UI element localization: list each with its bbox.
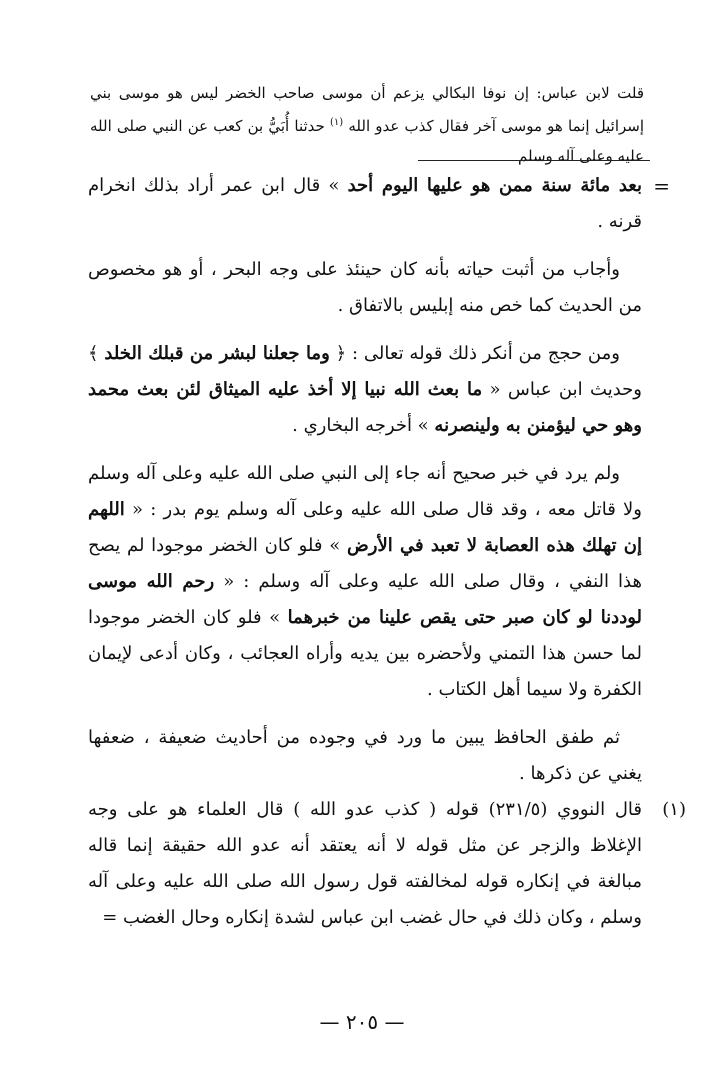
hadith-quote-3: اللهم إن تهلك هذه العصابة لا تعبد في الأرض — [88, 499, 642, 556]
paragraph-1 — [88, 168, 642, 240]
paragraph-3-end: » أخرجه البخاري . — [292, 415, 429, 436]
paragraph-3-intro: ومن حجج من أنكر ذلك قوله تعالى : ﴿ — [335, 343, 620, 364]
paragraph-5: ثم طفق الحافظ يبين ما ورد في وجوده من أحاديث ضعيفة ، ضعفها يغني عن ذكرها . — [88, 727, 642, 784]
main-text — [88, 168, 670, 792]
page-number: — ٢٠٥ — — [319, 1010, 405, 1034]
footnote-separator-rule — [418, 160, 650, 161]
top-footnote-continuation — [90, 78, 644, 171]
footnote-text: قال النووي (٢٣١/٥) قوله ( كذب عدو الله ) قال العلماء هو على وجه الإغلاظ والزجر عن مثل قوله لا أنه يعتقد أنه عدو الله حقيقة إنما قاله مبالغة في إنكاره قوله لمخالفته قول رسول الله صلى الله عليه وعلى آله وسلم ، وكان ذلك في حال غضب ابن عباس لشدة إنكاره وحال الغضب = — [88, 799, 642, 928]
paragraph-1-rest: » قال ابن عمر أراد بذلك انخرام قرنه . — [88, 175, 642, 232]
paragraph-3 — [88, 336, 642, 444]
quran-verse: وما جعلنا لبشر من قبلك الخلد — [104, 343, 330, 364]
hadith-quote-4: رحم الله موسى لوددنا لو كان صبر حتى يقص علينا من خبرهما — [88, 571, 643, 628]
hadith-quote-1: بعد مائة سنة ممن هو عليها اليوم أحد — [347, 175, 642, 196]
top-footnote-line1: قلت لابن عباس: إن نوفا البكالي يزعم أن موسى صاحب الخضر ليس هو موسى بني إسرائيل إنما — [90, 84, 644, 135]
footnote-number: (١) — [662, 799, 686, 820]
paragraph-4 — [88, 456, 642, 708]
hadith-quote-2: ما بعث الله نبيا إلا أخذ عليه الميثاق لئن بعث محمد وهو حي ليؤمنن به ولينصرنه — [88, 379, 642, 436]
paragraph-4-end: » فلو كان الخضر موجودا لما حسن هذا التمني ولأحضره بين يديه وأراه العجائب ، وكان أدعى لإيمان الكفرة ولا سيما أهل الكتاب . — [88, 607, 642, 700]
footnote-1 — [88, 792, 686, 936]
paragraph-4-mid: » فلو كان الخضر موجودا لم يصح هذا النفي ، وقال صلى الله عليه وعلى آله وسلم : « — [88, 535, 642, 592]
top-footnote-line2a: هو موسى آخر فقال كذب عدو الله — [348, 117, 563, 135]
top-footnote-line2b: حدثنا أُبَيُّ بن كعب عن النبي صلى الله عليه وعلى آله وسلم — [90, 117, 644, 165]
footnote-reference[interactable]: (١) — [329, 117, 344, 128]
paragraph-2: وأجاب من أثبت حياته بأنه كان حينئذ على وجه البحر ، أو هو مخصوص من الحديث كما خص منه إبليس بالاتفاق . — [88, 259, 642, 316]
paragraph-3-mid: ﴾ وحديث ابن عباس « — [88, 343, 642, 400]
paragraph-4-intro: ولم يرد في خبر صحيح أنه جاء إلى النبي صلى الله عليه وعلى آله وسلم ولا قاتل معه ، وقد قال صلى الله عليه وعلى آله وسلم يوم بدر : « — [88, 463, 642, 520]
continuation-marker: = — [653, 174, 670, 198]
